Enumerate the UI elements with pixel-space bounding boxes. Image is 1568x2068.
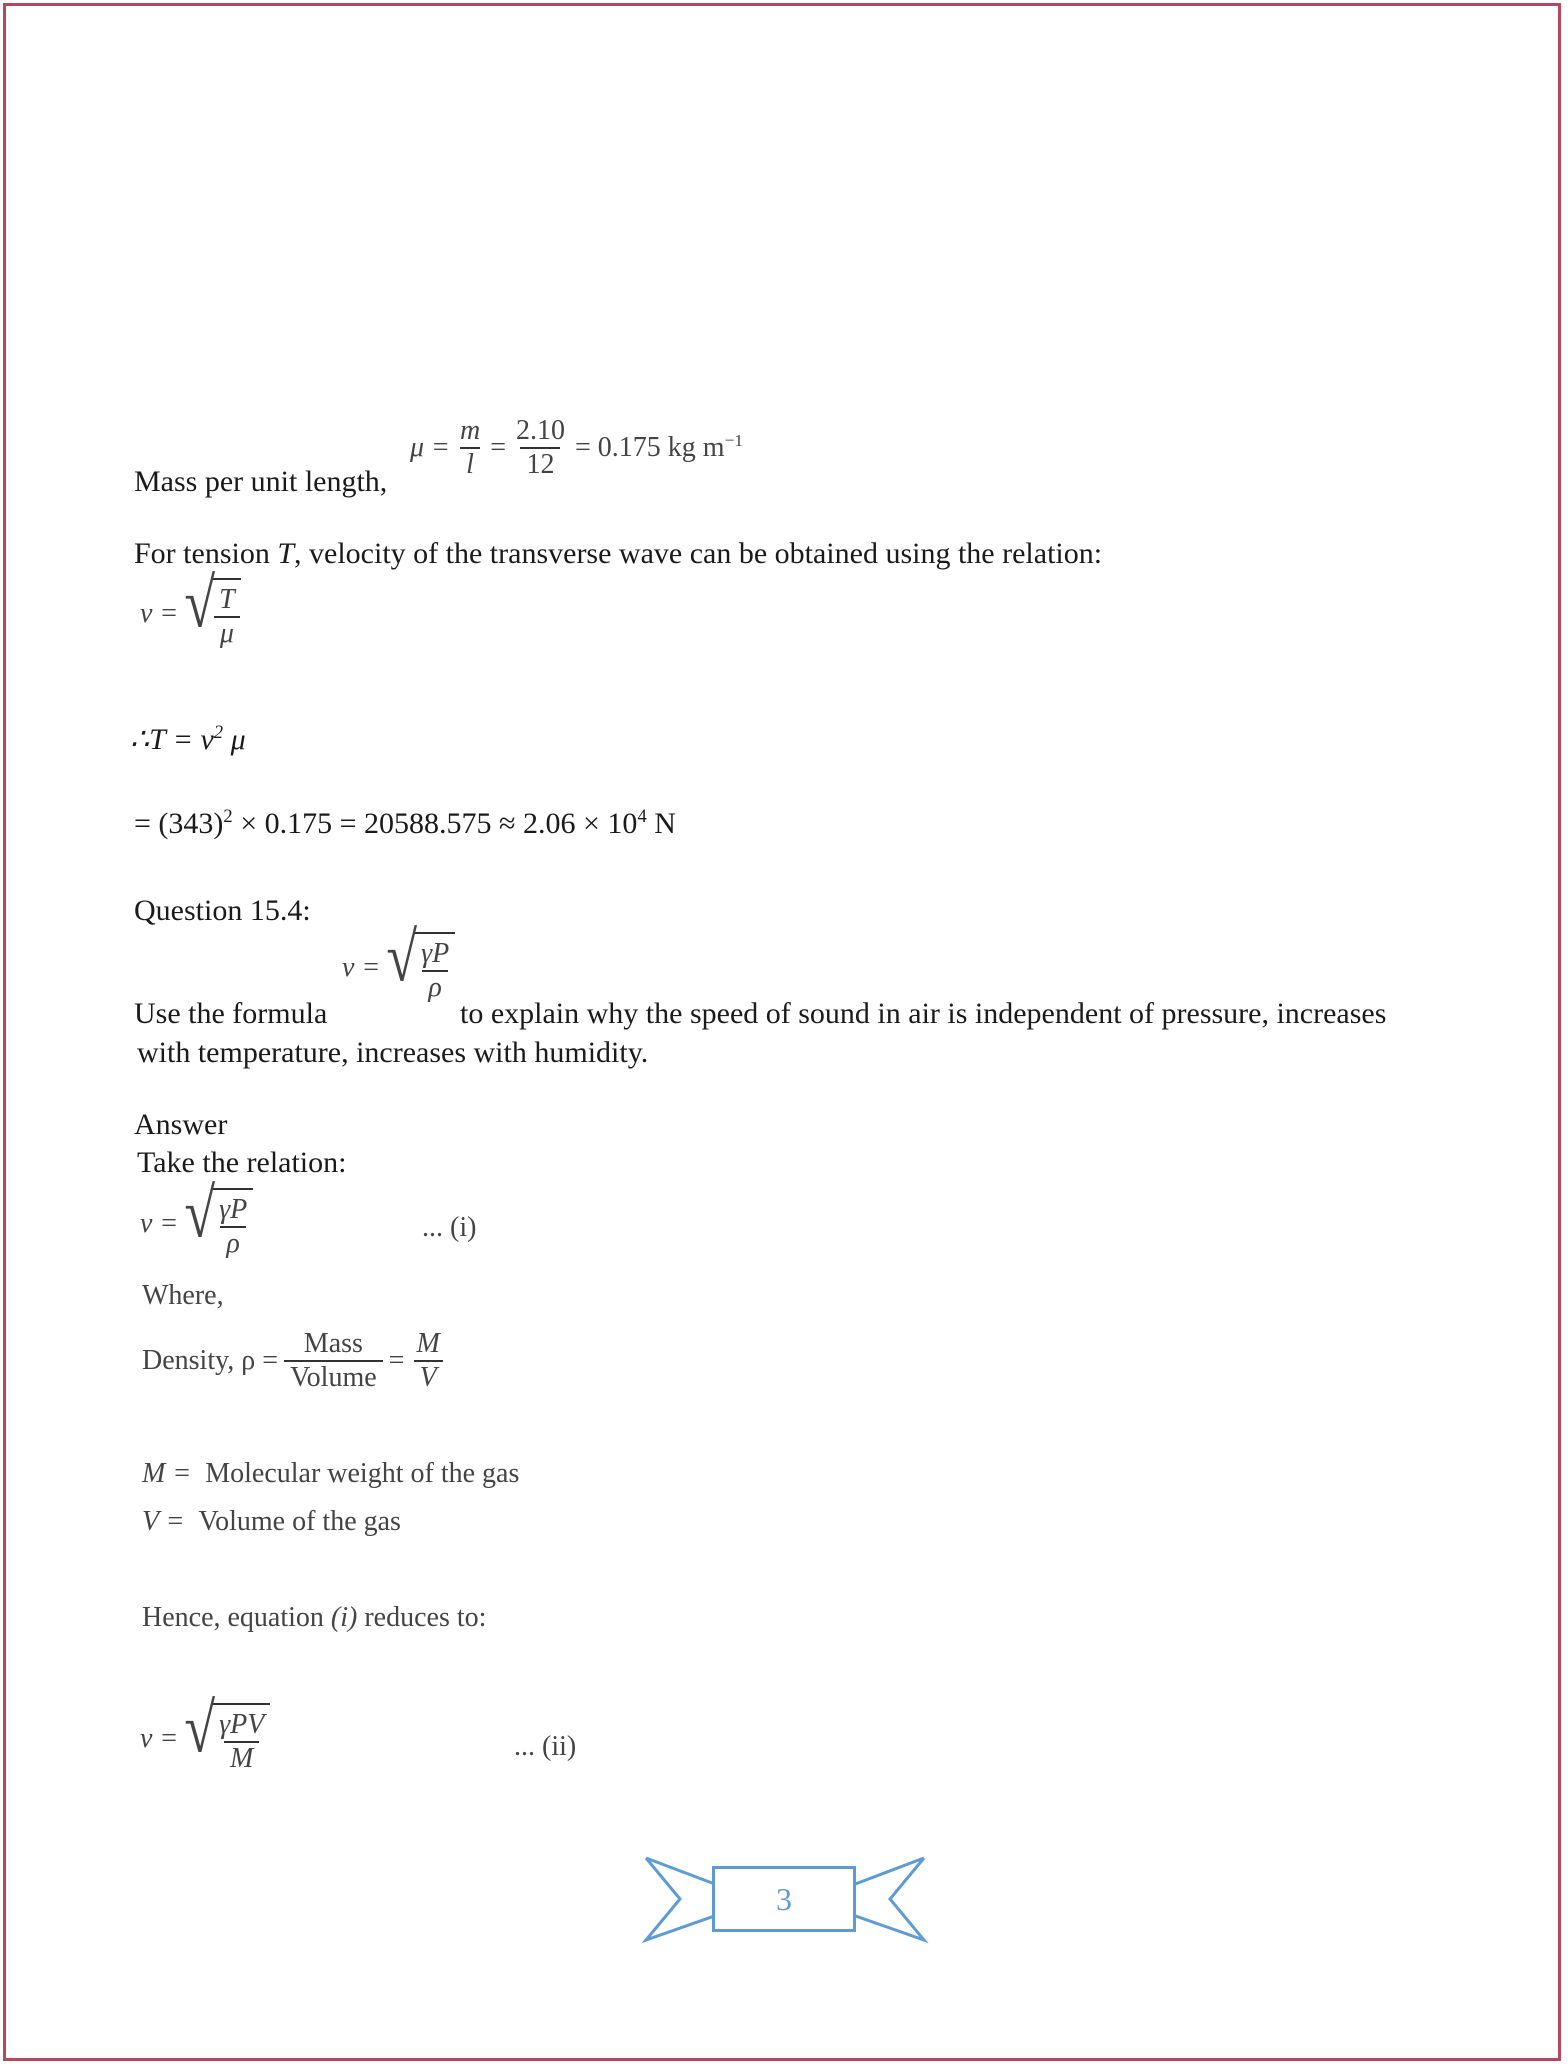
velocity-formula-i: v = √ $\frac{\gamma P}{\rho}$ bbox=[140, 1188, 253, 1260]
tension-sentence: For tension T, velocity of the transverse wave can be obtained using the relation: bbox=[134, 537, 1103, 570]
mu-equation: μ = $\frac{m}{l}$ = $\frac{2.10}{12}$ = 0.175 kg m $^{-1}$ bbox=[410, 415, 744, 480]
velocity-formula-tension: v = √ $\frac{T}{\mu}$ bbox=[140, 578, 241, 650]
question-title: Question 15.4: bbox=[134, 894, 311, 927]
explain-line-1: to explain why the speed of sound in air is independent of pressure, increases bbox=[460, 997, 1387, 1030]
equation-label-ii: ... (ii) bbox=[514, 1731, 577, 1762]
velocity-formula-question: v = √ $\frac{\gamma P}{\rho}$ bbox=[342, 932, 455, 1004]
ribbon-left-tail bbox=[646, 1858, 720, 1940]
page-number-box bbox=[712, 1866, 856, 1932]
density-formula: Density, ρ = $\frac{\text{Mass}}{\text{Volume}}$ = $\frac{M}{V}$ bbox=[142, 1328, 446, 1394]
volume-definition: V = Volume of the gas bbox=[142, 1506, 401, 1537]
mass-over-length-values: $\frac{2.10}{12}$ bbox=[515, 415, 565, 480]
equation-label-i: ... (i) bbox=[422, 1212, 477, 1243]
take-relation: Take the relation: bbox=[137, 1146, 347, 1179]
page-number: 3 bbox=[776, 1881, 792, 1917]
hence-line: Hence, equation (i) reduces to: bbox=[142, 1602, 487, 1633]
mass-per-unit-length-label: Mass per unit length, bbox=[134, 465, 388, 498]
molecular-weight-definition: M = Molecular weight of the gas bbox=[142, 1458, 520, 1489]
where-label: Where, bbox=[142, 1280, 224, 1311]
tension-calculation: = $(343)^2 \times 0.175 = 20588.575 \approx 2.06 \times 10^4$ N bbox=[134, 806, 676, 840]
answer-heading: Answer bbox=[134, 1108, 228, 1141]
use-formula-label: Use the formula bbox=[134, 997, 328, 1030]
explain-line-2: with temperature, increases with humidity. bbox=[137, 1036, 649, 1069]
velocity-formula-ii: v = √ $\frac{\text{γPV}}{M}$ bbox=[140, 1703, 270, 1775]
tension-rearranged: ∴T = $v^2$ μ bbox=[130, 722, 246, 756]
ribbon-right-tail bbox=[850, 1858, 924, 1940]
m-over-l: $\frac{m}{l}$ bbox=[459, 415, 481, 480]
